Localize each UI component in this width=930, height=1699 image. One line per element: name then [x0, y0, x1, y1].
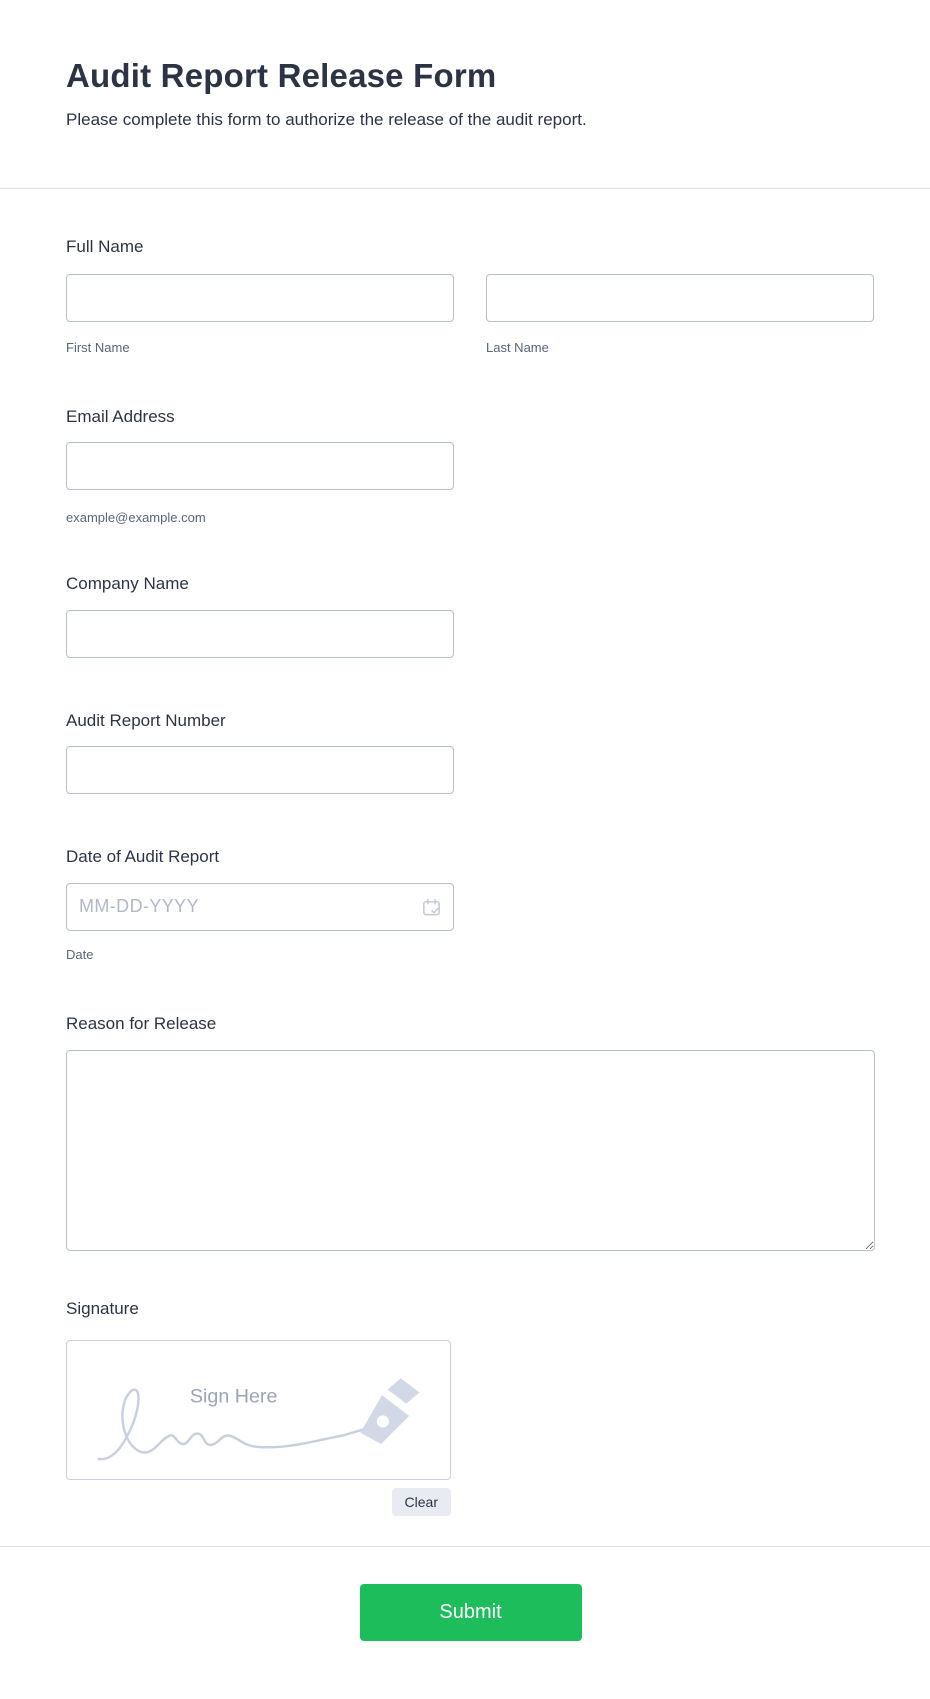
submit-button[interactable]: Submit [360, 1584, 582, 1641]
first-name-sublabel: First Name [66, 340, 130, 355]
field-signature [66, 1298, 875, 1516]
email-input[interactable] [66, 442, 454, 490]
reason-textarea[interactable] [66, 1050, 875, 1251]
last-name-input[interactable] [486, 274, 874, 322]
name-row [66, 274, 875, 357]
clear-signature-button[interactable]: Clear [392, 1488, 451, 1516]
company-input[interactable] [66, 610, 454, 658]
field-report-date [66, 846, 875, 964]
company-label: Company Name [66, 574, 189, 593]
form-footer [0, 1547, 930, 1693]
signature-actions [66, 1488, 451, 1516]
first-name-col [66, 274, 454, 357]
field-full-name [66, 236, 875, 357]
signature-pad[interactable] [66, 1340, 451, 1480]
field-email [66, 406, 875, 527]
date-input-wrapper [66, 883, 454, 931]
reason-label: Reason for Release [66, 1014, 217, 1033]
full-name-label: Full Name [66, 237, 144, 256]
email-label: Email Address [66, 407, 175, 426]
sign-here-text: Sign Here [189, 1385, 277, 1408]
report-number-input[interactable] [66, 746, 454, 794]
form-subtitle: Please complete this form to authorize the release of the audit report. [66, 110, 587, 129]
signature-squiggle-icon [84, 1354, 434, 1476]
first-name-input[interactable] [66, 274, 454, 322]
submit-row [66, 1584, 875, 1641]
email-hint: example@example.com [66, 510, 206, 525]
field-company [66, 573, 875, 658]
calendar-check-icon[interactable] [420, 896, 442, 918]
last-name-sublabel: Last Name [486, 340, 549, 355]
field-report-number [66, 710, 875, 794]
field-reason [66, 1013, 875, 1251]
pen-nib-icon [360, 1378, 419, 1444]
page-title: Audit Report Release Form [66, 57, 497, 94]
form-header [0, 0, 930, 188]
last-name-col [486, 274, 874, 357]
date-sublabel: Date [66, 947, 94, 962]
report-date-label: Date of Audit Report [66, 847, 220, 866]
form-body [0, 189, 930, 1516]
date-input[interactable] [66, 883, 454, 931]
report-number-label: Audit Report Number [66, 711, 226, 730]
signature-label: Signature [66, 1299, 139, 1318]
